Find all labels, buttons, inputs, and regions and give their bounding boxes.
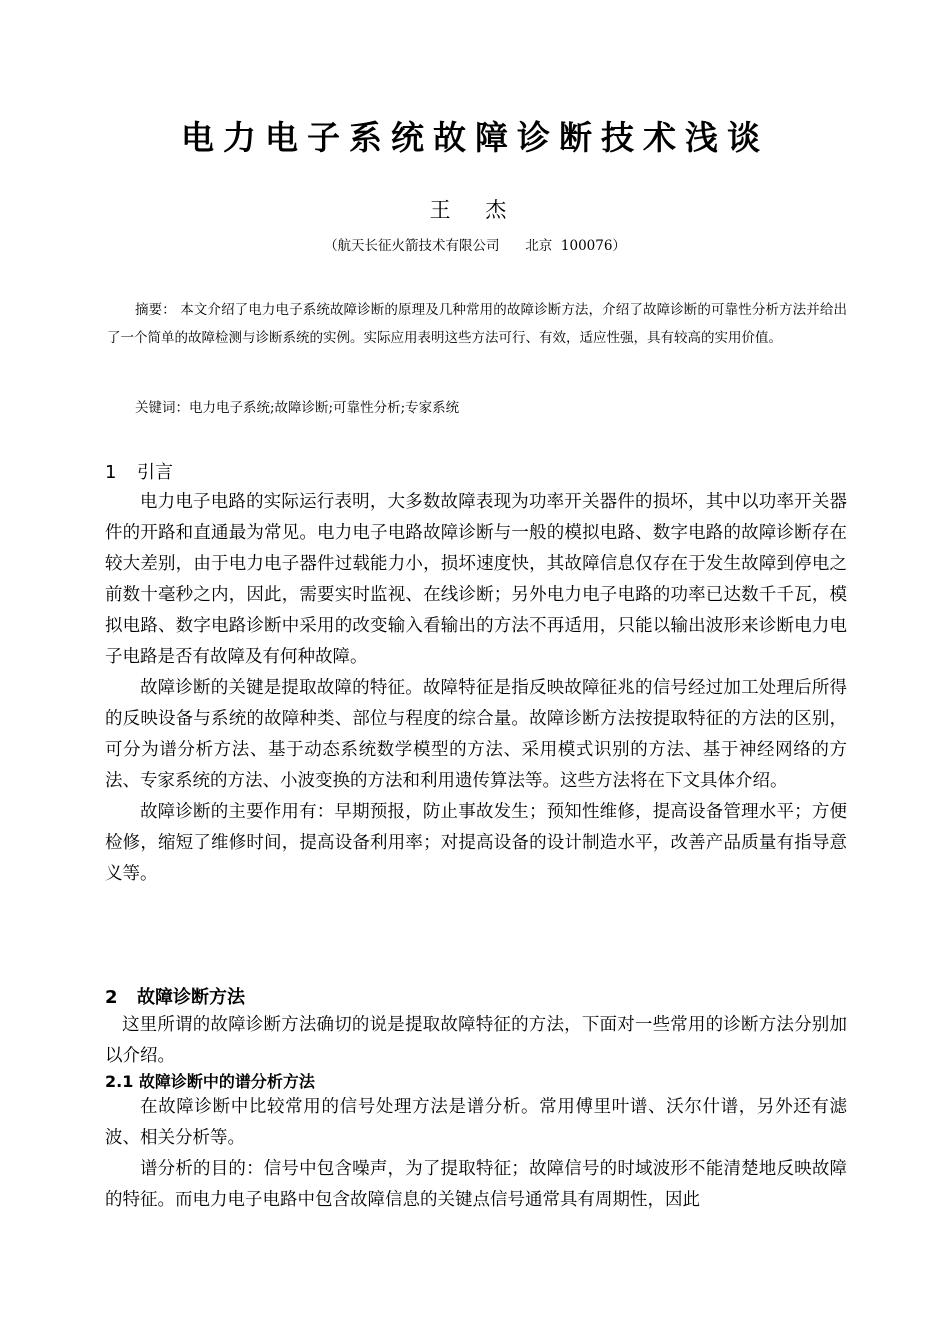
section-1-title: 引言 <box>137 462 173 483</box>
paragraph: 电力电子电路的实际运行表明，大多数故障表现为功率开关器件的损坏，其中以功率开关器件的开路和直通最为常见。电力电子电路故障诊断与一般的模拟电路、数字电路的故障诊断存在较大差别，由于电力电子器件过载能力小，损坏速度快，其故障信息仅存在于发生故障到停电之前数十毫秒之内，因此，需要实时监视、在线诊断；另外电力电子电路的功率已达数千千瓦，模拟电路、数字电路诊断中采用的改变输入看输出的方法不再适用，只能以输出波形来诊断电力电子电路是否有故障及有何种故障。 <box>105 492 847 667</box>
abstract-label: 摘要： <box>135 302 176 318</box>
keywords-label: 关键词： <box>135 400 189 416</box>
section-1-number: 1 <box>105 462 117 483</box>
paragraph: 谱分析的目的：信号中包含噪声，为了提取特征；故障信号的时域波形不能清楚地反映故障的特征。而电力电子电路中包含故障信息的关键点信号通常具有周期性，因此 <box>105 1159 847 1210</box>
section-2-title: 故障诊断方法 <box>137 987 245 1008</box>
paragraph: 在故障诊断中比较常用的信号处理方法是谱分析。常用傅里叶谱、沃尔什谱，另外还有滤波、相关分析等。 <box>105 1097 847 1148</box>
keywords-text: 电力电子系统;故障诊断;可靠性分析;专家系统 <box>189 400 460 416</box>
paper-title: 电力电子系统故障诊断技术浅谈 <box>181 118 769 157</box>
abstract-text: 本文介绍了电力电子系统故障诊断的原理及几种常用的故障诊断方法，介绍了故障诊断的可靠性分析方法并给出了一个简单的故障检测与诊断系统的实例。实际应用表明这些方法可行、有效，适应性强，具有较高的实用价值。 <box>107 302 848 346</box>
section-2-intro <box>105 1010 847 1072</box>
subsection-2-1-body <box>105 1092 847 1216</box>
section-2-number: 2 <box>105 987 118 1008</box>
paragraph: 故障诊断的关键是提取故障的特征。故障特征是指反映故障征兆的信号经过加工处理后所得的反映设备与系统的故障种类、部位与程度的综合量。故障诊断方法按提取特征的方法的区别，可分为谱分析方法、基于动态系统数学模型的方法、采用模式识别的方法、基于神经网络的方法、专家系统的方法、小波变换的方法和利用遗传算法等。这些方法将在下文具体介绍。 <box>105 678 847 791</box>
paragraph: 这里所谓的故障诊断方法确切的说是提取故障特征的方法，下面对一些常用的诊断方法分别加以介绍。 <box>105 1015 847 1066</box>
section-1-body <box>105 487 847 890</box>
paragraph: 故障诊断的主要作用有：早期预报，防止事故发生；预知性维修，提高设备管理水平；方便检修，缩短了维修时间，提高设备利用率；对提高设备的设计制造水平，改善产品质量有指导意义等。 <box>105 802 847 884</box>
subsection-2-1-heading: 2.1 故障诊断中的谱分析方法 <box>105 1072 315 1091</box>
section-2-heading <box>105 983 245 1009</box>
section-1-heading <box>105 458 173 484</box>
author-affiliation: （航天长征火箭技术有限公司 北京 100076） <box>324 238 626 254</box>
author-name: 王 杰 <box>429 198 521 222</box>
keywords <box>135 397 847 419</box>
abstract <box>107 296 847 352</box>
